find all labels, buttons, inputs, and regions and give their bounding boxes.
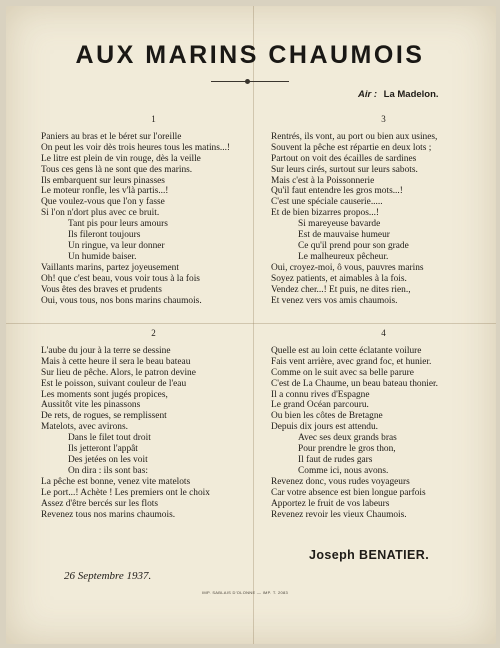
title-ornament-rule (211, 81, 289, 82)
verse-line: L'aube du jour à la terre se dessine (41, 345, 171, 356)
verse-line: Ou bien les côtes de Bretagne (271, 411, 383, 422)
verse-line: Vendez cher...! Et puis, ne dites rien., (271, 284, 411, 295)
verse-line: C'est de La Chaume, un beau bateau thonier. (271, 378, 439, 389)
stanza-1 (41, 114, 266, 306)
verse-line: Comme ici, nous avons. (298, 465, 389, 476)
tune-indication (358, 89, 439, 100)
verse-line: Comme on le suit avec sa belle parure (271, 367, 414, 378)
verse-line: Vous êtes des braves et prudents (41, 284, 162, 295)
verse-line: Le malheureux pêcheur. (298, 251, 389, 262)
verse-line: Le moteur ronfle, les v'là partis...! (41, 186, 169, 197)
verse-line: Ils fileront toujours (68, 230, 141, 241)
verse-line: Est le poisson, suivant couleur de l'eau (41, 378, 187, 389)
verse-line: Des jetées on les voit (68, 454, 148, 465)
stanza-number: 4 (381, 328, 386, 338)
song-title: AUX MARINS CHAUMOIS (75, 41, 425, 69)
verse-line: Souvent la pêche est répartie en deux lots ; (271, 142, 432, 153)
stanza-2 (41, 328, 266, 520)
verse-line: Le grand Océan parcouru. (271, 400, 369, 411)
verse-line: Le litre est plein de vin rouge, dès la veille (41, 153, 201, 164)
stanza-number: 3 (381, 114, 386, 124)
verse-line: Oui, croyez-moi, ô vous, pauvres marins (271, 262, 424, 273)
verse-line: Revenez tous nos marins chaumois. (41, 509, 176, 520)
verse-line: Ils embarquent sur leurs pinasses (41, 175, 165, 186)
vertical-fold-line (253, 6, 254, 644)
verse-line: Le port...! Achète ! Les premiers ont le choix (41, 487, 210, 498)
verse-line: Partout on voit des écailles de sardines (271, 153, 417, 164)
verse-line: Ce qu'il prend pour son grade (298, 240, 409, 251)
author-signature: Joseph BENATIER. (309, 548, 430, 562)
verse-line: Mais c'est à la Poissonnerie (271, 175, 375, 186)
verse-line: Sur lieu de pêche. Alors, le patron devine (41, 367, 196, 378)
verse-line: Matelots, avec avirons. (41, 422, 128, 433)
verse-line: Paniers au bras et le béret sur l'oreille (41, 131, 182, 142)
verse-line: C'est une spéciale causerie..... (271, 197, 383, 208)
verse-line: Oh! que c'est beau, vous voir tous à la fois (41, 273, 200, 284)
verse-line: Qu'il faut entendre les gros mots...! (271, 186, 403, 197)
verse-line: Revenez revoir les vieux Chaumois. (271, 509, 407, 520)
verse-line: Si mareyeuse bavarde (298, 219, 381, 230)
verse-line: Un humide baiser. (68, 251, 137, 262)
stanza-number: 2 (151, 328, 156, 338)
stanza-3 (271, 114, 496, 306)
date: 26 Septembre 1937. (64, 570, 152, 582)
tune-label: Air : (358, 89, 377, 100)
verse-line: Ils jetteront l'appât (68, 444, 138, 455)
tune-name: La Madelon. (383, 89, 439, 100)
verse-line: Si l'on n'dort plus avec ce bruit. (41, 208, 160, 219)
verse-line: Est de mauvaise humeur (298, 230, 390, 241)
verse-line: Et venez vers vos amis chaumois. (271, 295, 398, 306)
verse-line: Assez d'être bercés sur les flots (41, 498, 159, 509)
verse-line: Revenez donc, vous rudes voyageurs (271, 476, 410, 487)
verse-line: Les moments sont jugés propices, (41, 389, 168, 400)
verse-line: Car votre absence est bien longue parfois (271, 487, 426, 498)
verse-line: Il faut de rudes gars (298, 454, 373, 465)
verse-line: Tous ces gens là ne sont que des marins. (41, 164, 193, 175)
verse-line: Apportez le fruit de vos labeurs (271, 498, 390, 509)
verse-line: Il a connu rives d'Espagne (271, 389, 370, 400)
verse-line: Rentrés, ils vont, au port ou bien aux usines, (271, 131, 438, 142)
verse-line: Aussitôt vite les pinassons (41, 400, 141, 411)
verse-line: On peut les voir dès trois heures tous les matins...! (41, 142, 231, 153)
verse-line: Fais vent arrière, avec grand foc, et hunier. (271, 356, 432, 367)
verse-line: Depuis dix jours est attendu. (271, 422, 379, 433)
horizontal-fold-line (6, 323, 496, 324)
verse-line: Vaillants marins, partez joyeusement (41, 262, 179, 273)
stanza-number: 1 (151, 114, 156, 124)
verse-line: Et de bien bizarres propos...! (271, 208, 380, 219)
stanza-4 (271, 328, 496, 520)
verse-line: Oui, vous tous, nos bons marins chaumois. (41, 295, 202, 306)
verse-line: Soyez patients, et aimables à la fois. (271, 273, 407, 284)
verse-line: La pêche est bonne, venez vite matelots (41, 476, 191, 487)
verse-line: Dans le filet tout droit (68, 433, 151, 444)
verse-line: Tant pis pour leurs amours (68, 219, 168, 230)
verse-line: Que voulez-vous que l'on y fasse (41, 197, 165, 208)
printer-mark: IMP. SABLAIS D'OLONNE — IMP. T. 2083 (202, 590, 289, 595)
verse-line: Quelle est au loin cette éclatante voilure (271, 345, 422, 356)
verse-line: Un ringue, va leur donner (68, 240, 165, 251)
verse-line: Avec ses deux grands bras (298, 433, 397, 444)
verse-line: Mais à cette heure il sera le beau bateau (41, 356, 191, 367)
verse-line: De rets, de rogues, se remplissent (41, 411, 167, 422)
verse-line: On dira : ils sont bas: (68, 465, 148, 476)
verse-line: Sur leurs cirés, surtout sur leurs sabots. (271, 164, 418, 175)
verse-line: Pour prendre le gros thon, (298, 444, 396, 455)
